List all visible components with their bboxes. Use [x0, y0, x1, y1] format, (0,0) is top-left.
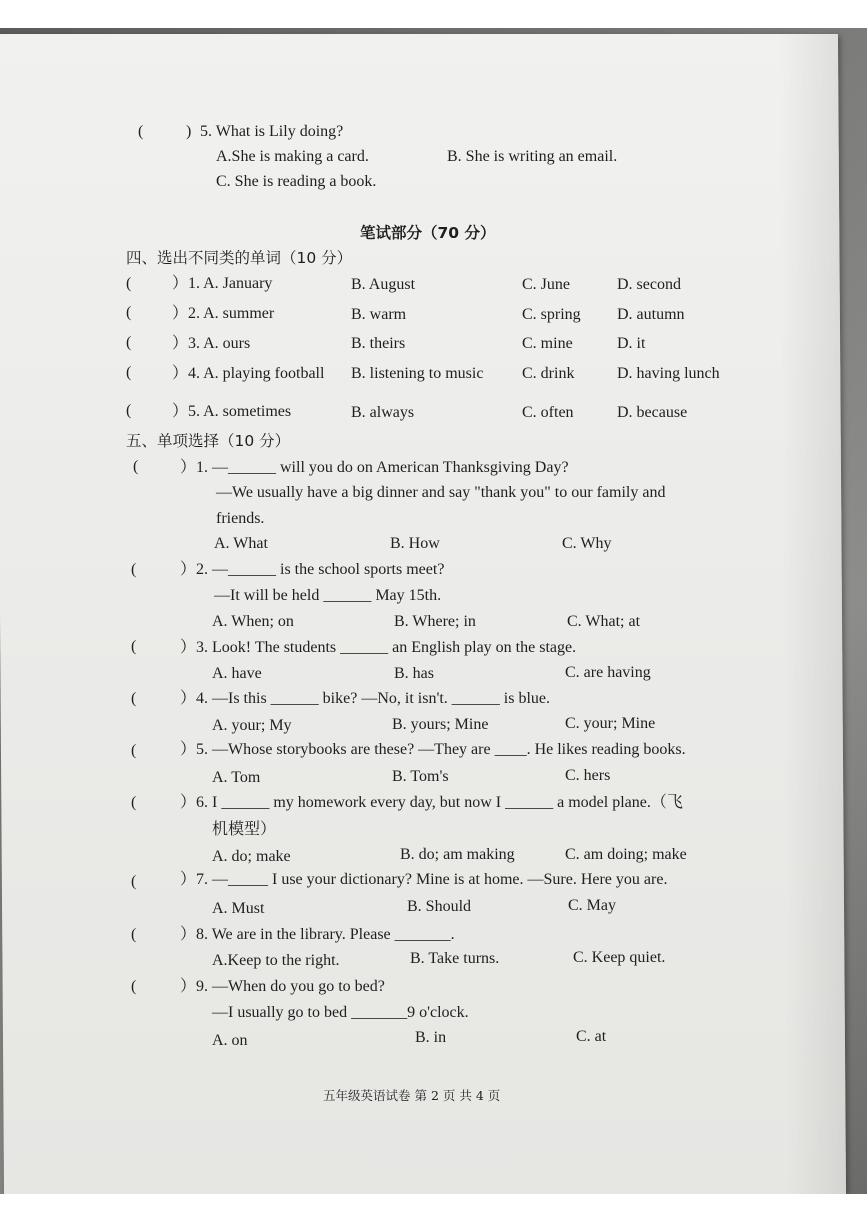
- section-5-title: 五、单项选择（10 分）: [126, 432, 291, 450]
- option-c: C. Keep quiet.: [573, 949, 666, 966]
- option-a: A. Must: [212, 900, 265, 917]
- option-b: B. always: [351, 404, 415, 421]
- option-b: B. do; am making: [400, 846, 515, 863]
- question-stem: ）6. I ______ my homework every day, but now I ______ a model plane.（飞: [180, 794, 683, 811]
- option-b: B. listening to music: [351, 365, 484, 382]
- answer-paren: (: [131, 690, 137, 707]
- question-line: —It will be held ______ May 15th.: [214, 587, 442, 604]
- option-a: ）3. A. ours: [172, 335, 251, 352]
- question-stem: ）1. —______ will you do on American Thanksgiving Day?: [180, 459, 569, 476]
- option-c: C. mine: [522, 335, 573, 352]
- section-4-title: 四、选出不同类的单词（10 分）: [126, 249, 353, 267]
- answer-paren: (: [126, 364, 132, 381]
- option-b: B. has: [394, 665, 434, 682]
- option-b: B. theirs: [351, 335, 406, 352]
- option-b: B. warm: [351, 306, 407, 323]
- question-stem: ）7. —_____ I use your dictionary? Mine is at home. —Sure. Here you are.: [180, 871, 668, 888]
- option-b: B. in: [415, 1029, 447, 1046]
- option-a: A.Keep to the right.: [212, 952, 340, 969]
- answer-paren: (: [131, 978, 137, 995]
- option-d: D. having lunch: [617, 365, 720, 382]
- question-stem: ）4. —Is this ______ bike? —No, it isn't. ______ is blue.: [180, 690, 550, 707]
- question-stem: 5. What is Lily doing?: [200, 123, 344, 140]
- option-d: D. autumn: [617, 306, 685, 323]
- option-a: ）2. A. summer: [172, 305, 275, 322]
- option-c: C. drink: [522, 365, 575, 382]
- option-a: A. on: [212, 1032, 248, 1049]
- option-b: B. Take turns.: [410, 950, 500, 967]
- answer-paren-close: ): [186, 123, 192, 140]
- option-b: B. yours; Mine: [392, 716, 489, 733]
- option-a: ）1. A. January: [172, 275, 273, 292]
- option-a: A. do; make: [212, 848, 291, 865]
- option-b: B. Should: [407, 898, 472, 915]
- question-stem: ）5. —Whose storybooks are these? —They are ____. He likes reading books.: [180, 741, 686, 758]
- question-stem: ）2. —______ is the school sports meet?: [180, 561, 445, 578]
- answer-paren: (: [138, 123, 144, 140]
- page-footer: 五年级英语试卷 第 2 页 共 4 页: [323, 1088, 501, 1103]
- answer-paren: (: [126, 275, 132, 292]
- answer-paren: (: [126, 334, 132, 351]
- option-c: C. May: [568, 897, 616, 914]
- question-stem: ）9. —When do you go to bed?: [180, 978, 385, 995]
- option-c: C. She is reading a book.: [216, 173, 377, 190]
- section-heading: 笔试部分（70 分）: [360, 224, 496, 242]
- answer-paren: (: [131, 638, 137, 655]
- answer-paren: (: [126, 402, 132, 419]
- option-a: ）5. A. sometimes: [172, 403, 292, 420]
- option-c: C. are having: [565, 664, 651, 681]
- option-b: B. Tom's: [392, 768, 449, 785]
- option-d: D. it: [617, 335, 646, 352]
- answer-paren: (: [126, 304, 132, 321]
- option-d: D. because: [617, 404, 688, 421]
- option-b: B. How: [390, 535, 440, 552]
- option-a: A. Tom: [212, 769, 261, 786]
- option-c: C. Why: [562, 535, 612, 552]
- answer-paren: (: [133, 458, 139, 475]
- option-a: A. What: [214, 535, 268, 552]
- question-line: —I usually go to bed _______9 o'clock.: [212, 1004, 469, 1021]
- option-d: D. second: [617, 276, 681, 293]
- option-a: ）4. A. playing football: [172, 365, 325, 382]
- answer-paren: (: [131, 873, 137, 890]
- option-c: C. at: [576, 1028, 607, 1045]
- bottom-margin: [0, 1194, 867, 1227]
- option-a: A. your; My: [212, 717, 292, 734]
- answer-paren: (: [131, 561, 137, 578]
- answer-paren: (: [131, 926, 137, 943]
- option-b: B. August: [351, 276, 416, 293]
- answer-paren: (: [131, 742, 137, 759]
- question-stem: ）3. Look! The students ______ an English play on the stage.: [180, 639, 577, 656]
- option-a: A.She is making a card.: [216, 148, 369, 165]
- option-b: B. Where; in: [394, 613, 476, 630]
- option-c: C. am doing; make: [565, 846, 687, 863]
- question-stem: ）8. We are in the library. Please _______.: [180, 926, 455, 943]
- option-c: C. What; at: [567, 613, 641, 630]
- question-line: friends.: [216, 510, 265, 527]
- option-c: C. your; Mine: [565, 715, 656, 732]
- option-b: B. She is writing an email.: [447, 148, 618, 165]
- option-c: C. spring: [522, 306, 581, 323]
- question-line: —We usually have a big dinner and say "thank you" to our family and: [216, 484, 666, 501]
- question-line: 机模型）: [212, 821, 277, 838]
- option-c: C. hers: [565, 767, 611, 784]
- option-c: C. June: [522, 276, 570, 293]
- option-c: C. often: [522, 404, 574, 421]
- option-a: A. When; on: [212, 613, 294, 630]
- answer-paren: (: [131, 794, 137, 811]
- option-a: A. have: [212, 665, 262, 682]
